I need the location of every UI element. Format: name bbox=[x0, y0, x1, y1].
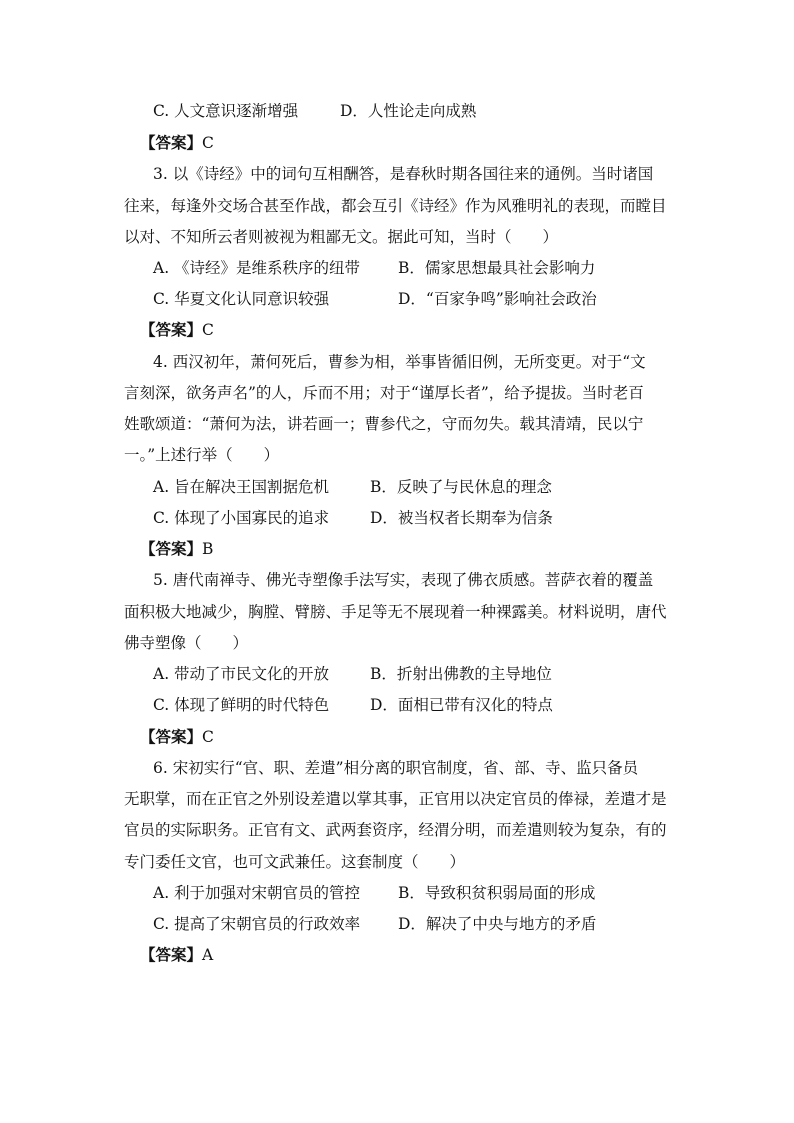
q5-option-b: B．折射出佛教的主导地位 bbox=[370, 665, 552, 683]
q6-stem-line1: 6. 宋初实行“官、职、差遣”相分离的职官制度，省、部、寺、监只备员 bbox=[153, 759, 639, 777]
q3-option-c: C. 华夏文化认同意识较强 bbox=[153, 290, 330, 308]
q6-option-b: B．导致积贫积弱局面的形成 bbox=[398, 884, 596, 902]
q4-stem-line2: 言刻深，欲务声名”的人，斥而不用；对于“谨厚长者”，给予提拔。当时老百 bbox=[124, 384, 644, 402]
q3-option-a: A. 《诗经》是维系秩序的纽带 bbox=[153, 259, 361, 277]
q6-option-d: D．解决了中央与地方的矛盾 bbox=[398, 915, 597, 933]
q4-option-a: A. 旨在解决王国割据危机 bbox=[153, 478, 330, 496]
q3-stem-line2: 往来，每逢外交场合甚至作战，都会互引《诗经》作为风雅明礼的表现，而瞠目 bbox=[124, 197, 667, 215]
q6-stem-line3: 官员的实际职务。正官有文、武两套资序，经渭分明，而差遣则较为复杂，有的 bbox=[124, 821, 667, 839]
q6-option-a: A. 利于加强对宋朝官员的管控 bbox=[153, 884, 361, 902]
q4-option-c: C. 体现了小国寡民的追求 bbox=[153, 509, 330, 527]
q5-stem-line2: 面积极大地减少，胸膛、臂膀、手足等无不展现着一种裸露美。材料说明，唐代 bbox=[124, 603, 667, 621]
q4-stem-line1: 4. 西汉初年，萧何死后，曹参为相，举事皆循旧例，无所变更。对于“文 bbox=[153, 353, 646, 371]
q2-option-d: D．人性论走向成熟 bbox=[340, 102, 477, 120]
q5-stem-line1: 5. 唐代南禅寺、佛光寺塑像手法写实，表现了佛衣质感。菩萨衣着的覆盖 bbox=[153, 571, 654, 589]
q3-stem-line1: 3. 以《诗经》中的词句互相酬答，是春秋时期各国往来的通例。当时诸国 bbox=[153, 165, 654, 183]
q2-option-c: C. 人文意识逐渐增强 bbox=[153, 102, 299, 120]
q4-stem-line4: 一。”上述行举（ ） bbox=[124, 446, 280, 464]
q3-option-d: D．“百家争鸣”影响社会政治 bbox=[398, 290, 597, 308]
q6-option-c: C. 提高了宋朝官员的行政效率 bbox=[153, 915, 361, 933]
q2-answer: 【答案】C bbox=[140, 133, 214, 152]
q6-stem-line2: 无职掌，而在正官之外别设差遣以掌其事，正官用以决定官员的俸禄，差遣才是 bbox=[124, 790, 667, 808]
q5-option-a: A. 带动了市民文化的开放 bbox=[153, 665, 330, 683]
q5-stem-line3: 佛寺塑像（ ） bbox=[124, 634, 249, 652]
q3-stem-line3: 以对、不知所云者则被视为粗鄙无文。据此可知，当时（ ） bbox=[124, 228, 559, 246]
q5-answer: 【答案】C bbox=[140, 727, 214, 746]
q5-option-c: C. 体现了鲜明的时代特色 bbox=[153, 696, 330, 714]
q4-option-d: D．被当权者长期奉为信条 bbox=[370, 509, 553, 527]
q3-option-b: B．儒家思想最具社会影响力 bbox=[398, 259, 596, 277]
q3-answer: 【答案】C bbox=[140, 320, 214, 339]
q5-option-d: D．面相已带有汉化的特点 bbox=[370, 696, 553, 714]
q6-stem-line4: 专门委任文官，也可文武兼任。这套制度（ ） bbox=[124, 853, 466, 871]
q4-option-b: B．反映了与民休息的理念 bbox=[370, 478, 552, 496]
q4-answer: 【答案】B bbox=[140, 539, 214, 558]
q4-stem-line3: 姓歌颂道：“萧何为法，讲若画一；曹参代之，守而勿失。载其清靖，民以宁 bbox=[124, 415, 644, 433]
q6-answer: 【答案】A bbox=[140, 945, 214, 964]
